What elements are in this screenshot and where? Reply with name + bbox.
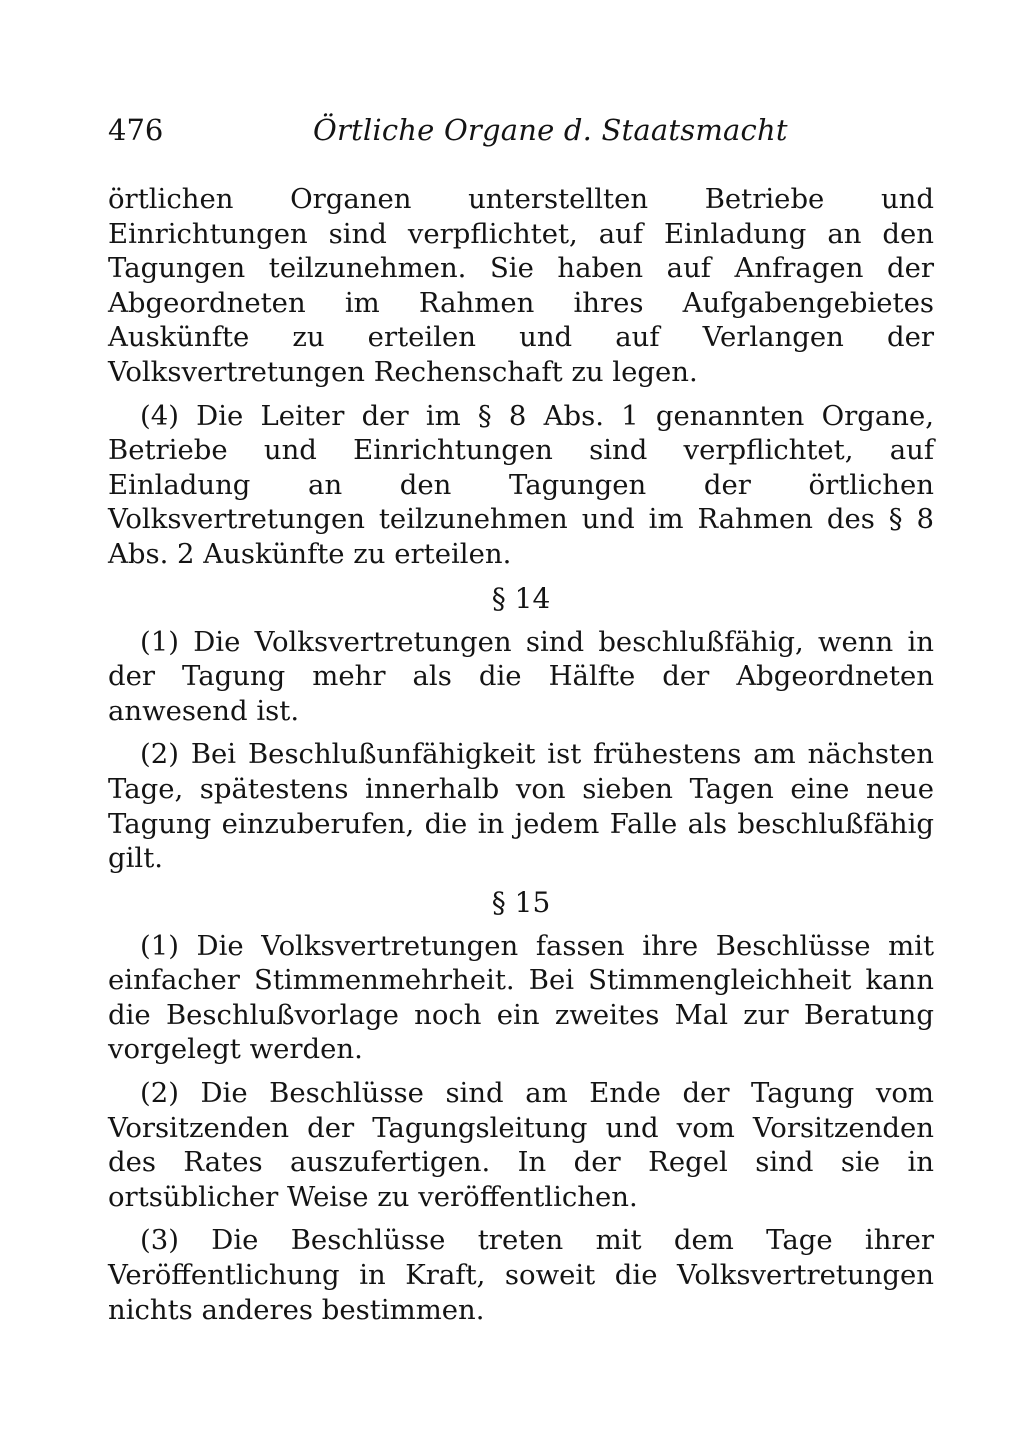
book-page [108,106,934,1336]
paragraph-continuation: örtlichen Organen unterstellten Betriebe und Einrichtungen sind verpflichtet, auf Einladung an den Tagungen teilzunehmen. Sie haben auf Anfragen der Abgeordneten im Rahmen ihres Aufgabengebietes Auskünfte zu erteilen und auf Verlangen der Volksvertretungen Rechenschaft zu legen. [108,183,934,388]
page-number: 476 [108,113,164,147]
paragraph-14-2: (2) Bei Beschlußunfähigkeit ist frühestens am nächsten Tage, spätestens innerhalb von sieben Tagen eine neue Tagung einzuberufen, die in jedem Falle als beschlußfähig gilt. [108,738,934,875]
section-heading-14: § 14 [491,581,551,615]
section-heading-15: § 15 [491,885,551,919]
body-text [108,182,934,1327]
running-head [108,106,934,154]
paragraph-15-3: (3) Die Beschlüsse treten mit dem Tage ihrer Veröffentlichung in Kraft, soweit die Volksvertretungen nichts anderes bestimmen. [108,1224,934,1326]
running-title: Örtliche Organe d. Staatsmacht [313,113,788,147]
paragraph-15-2: (2) Die Beschlüsse sind am Ende der Tagung vom Vorsitzenden der Tagungsleitung und vom Vorsitzenden des Rates auszufertigen. In der Regel sind sie in ortsüblicher Weise zu veröffentlichen. [108,1077,934,1213]
paragraph-15-1: (1) Die Volksvertretungen fassen ihre Beschlüsse mit einfacher Stimmenmehrheit. Bei Stimmengleichheit kann die Beschlußvorlage noch ein zweites Mal zur Beratung vorgelegt werden. [108,929,934,1066]
paragraph-13-4: (4) Die Leiter der im § 8 Abs. 1 genannten Organe, Betriebe und Einrichtungen sind verpflichtet, auf Einladung an den Tagungen der örtlichen Volksvertretungen teilzunehmen und im Rahmen des § 8 Abs. 2 Auskünfte zu erteilen. [108,399,934,570]
paragraph-14-1: (1) Die Volksvertretungen sind beschlußfähig, wenn in der Tagung mehr als die Hälfte der Abgeordneten anwesend ist. [108,625,934,727]
